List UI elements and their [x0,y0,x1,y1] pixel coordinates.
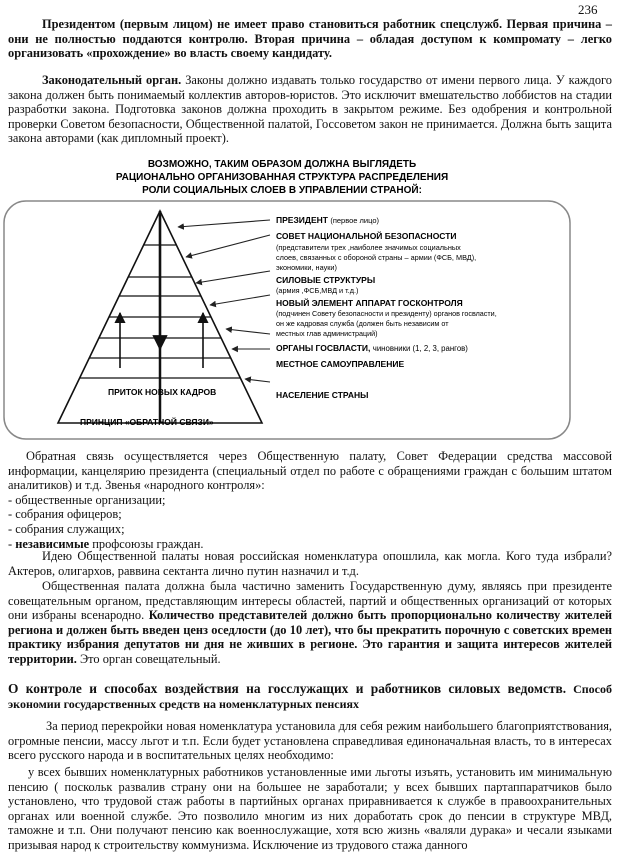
section-title-main: О контроле и способах воздействия на госслужащих и работников силовых ведомств. [8,681,567,696]
list-item: - общественные организации; [8,492,166,507]
perestroika-paragraph: За период перекройки новая номенклатура установила для себя режим наибольшего благоприятствования, огромные пенсии, массу льгот и т.п. Если будет установлена справедливая единоначальная власть, то в интересах всего русского народа и в воспитательных целях необходимо: [8,719,612,763]
section-heading [8,681,612,711]
label-population: НАСЕЛЕНИЕ СТРАНЫ [276,390,369,400]
security-council-line-1: (представители трех ,наиболее значимых социальных [276,243,461,252]
pyramid-diagram-svg [0,153,620,443]
new-element-line-3: местных глав администраций) [276,329,378,338]
list-item: - собрания служащих; [8,521,125,536]
label-state-bodies: ОРГАНЫ ГОСВЛАСТИ, чиновники (1, 2, 3, рангов) [276,343,468,353]
diagram-title-line-1: ВОЗМОЖНО, ТАКИМ ОБРАЗОМ ДОЛЖНА ВЫГЛЯДЕТЬ [147,159,417,170]
chamber-bold-text: Количество представителей должно быть пропорционально количеству жителей региона и должен быть введен ценз оседлости (до 10 лет), что бы прекратить порочную с советских времен практику избрания депутатов ни дня не живших в регионе. Это гарантия и защита интересов жителей территории. [8,608,612,666]
chamber-plain-text: Общественная палата должна была частично заменить Государственную думу, являясь при президенте совещательным органом, представляющим интересы областей, партий и общественных организаций от которых они избраны всенародно. [8,579,612,623]
feedback-text: Обратная связь осуществляется через Общественную палату, Совет Федерации средства массовой информации, канцелярию президента (специальный отдел по работе с обращениями граждан с большим штатом аналитиков) и т.д. Звенья «народного контроля»: [8,449,612,493]
label-feedback-principle: ПРИНЦИП «ОБРАТНОЙ СВЯЗИ» [80,417,214,427]
former-officials-paragraph: у всех бывших номенклатурных работников установленные ими льготы изъять, установить им минимальную пенсию ( поскольк развалив страну они на большее не заработали; у всех бывших партаппаратчиков было установлено, что трудовой стаж работы в партийных органах приравнивается к службе в правоохранительных органах или военной службе. Это позволило многим из них доработать срок до пенсии в структуре МВД, таможне и т.п. Они получают пенсию как военнослужащие, хотя всю жизнь «валяли дурака» и чесали языками призывая народ к строительству коммунизма. Исключение из трудового стажа данного [8,765,612,852]
label-inflow: ПРИТОК НОВЫХ КАДРОВ [108,387,217,397]
security-council-line-2: слоев, связанных с обороной страны – армии (ФСБ, МВД), [276,253,477,262]
feedback-section [8,449,612,551]
label-power-structures: СИЛОВЫЕ СТРУКТУРЫ [276,275,376,285]
label-president: ПРЕЗИДЕНТ (первое лицо) [276,215,380,225]
section-title-sub: Способ экономии государственных средств на номенклатурных пенсиях [8,682,612,711]
list-item: - независимые профсоюзы граждан. [8,536,204,551]
legislative-paragraph [8,73,612,146]
label-local-government: МЕСТНОЕ САМОУПРАВЛЕНИЕ [276,359,405,369]
chamber-tail-text: Это орган совещательный. [76,651,221,666]
list-item: - собрания офицеров; [8,507,122,522]
diagram-title-line-3: РОЛИ СОЦИАЛЬНЫХ СЛОЕВ В УПРАВЛЕНИИ СТРАНОЙ: [142,185,422,196]
legislative-lead: Законодательный орган. [42,73,182,87]
legislative-text: Законы должно издавать только государство от имени первого лица. У каждого закона должен быть понимаемый коллектив авторов-юристов. Это исключит вмешательство лоббистов на стадии разработки закона. Подготовка законов должна проходить в закрытом режиме. Без одобрения и контрольной проверки Советом безопасности, Общественной палатой, Госсоветом закон не принимается. Должна быть защита закона авторами (как дипломный проект). [8,73,612,146]
diagram-title-line-2: РАЦИОНАЛЬНО ОРГАНИЗОВАННАЯ СТРУКТУРА РАСПРЕДЕЛЕНИЯ [115,172,449,183]
security-council-line-3: экономики, науки) [276,263,337,272]
power-structures-note: (армия ,ФСБ,МВД и т.д.) [276,286,359,295]
label-security-council: СОВЕТ НАЦИОНАЛЬНОЙ БЕЗОПАСНОСТИ [276,231,457,241]
intro-text: Президентом (первым лицом) не имеет право становиться работник спецслужб. Первая причина – они не полностью поддаются контролю. Вторая причина – обладая доступом к компромату – легко организовать «прохождение» во власть своему кандидату. [8,17,612,61]
new-element-line-2: он же кадровая служба (должен быть независим от [276,319,449,328]
chamber-idea-paragraph: Идею Общественной палаты новая российская номенклатура опошлила, как могла. Кого туда избрали? Актеров, олигархов, раввина сектанта лично путин назначил и т.д. [8,549,612,578]
chamber-paragraph [8,579,612,667]
social-structure-diagram [0,153,620,443]
intro-bold-paragraph [8,17,612,61]
new-element-line-1: (подчинен Совету безопасности и президенту) органов госвласти, [276,309,497,318]
page-number: 236 [578,2,598,17]
label-new-element: НОВЫЙ ЭЛЕМЕНТ АППАРАТ ГОСКОНТРОЛЯ [276,298,463,308]
